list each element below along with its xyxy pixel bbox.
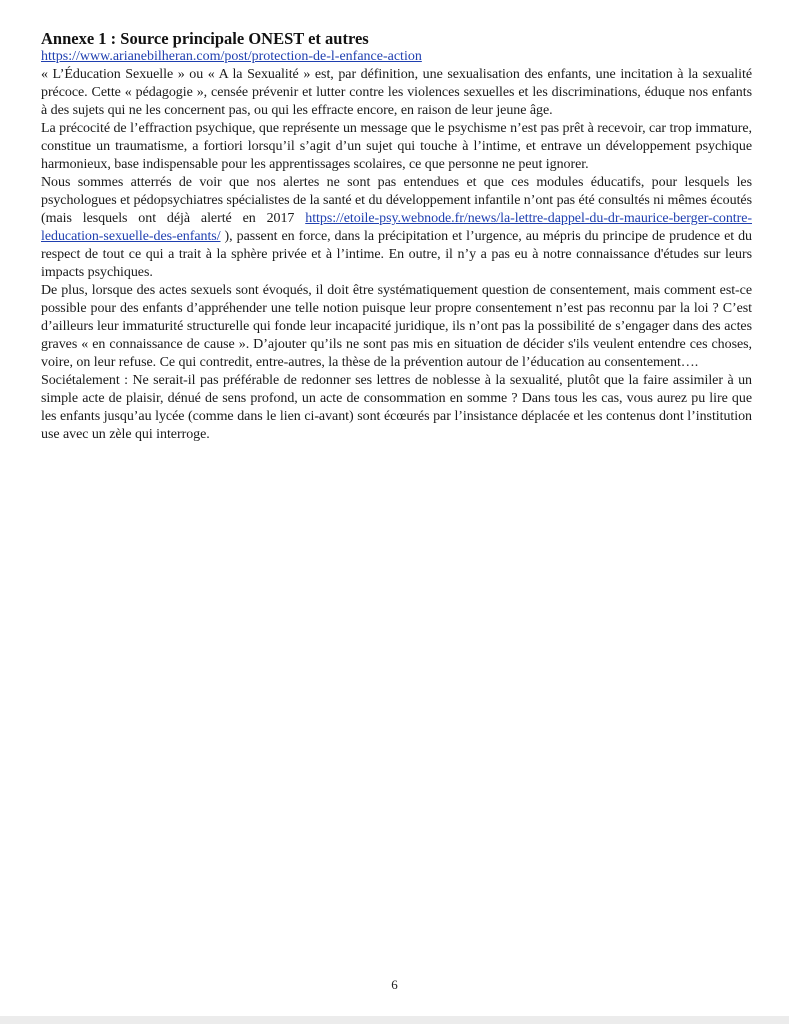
paragraph-alerts-not-heard [41, 174, 752, 282]
paragraph-psychic-intrusion: La précocité de l’effraction psychique, que représente un message que le psychisme n’est pas prêt à recevoir, car trop immature, constitue un traumatisme, a fortiori lorsqu’il s’agit d’un sujet qui touche à l’intime, et entrave un développement psychique harmonieux, base indispensable pour les apprentissages scolaires, ce que personne ne peut ignorer. [41, 121, 752, 172]
paragraph-societal: Sociétalement : Ne serait-il pas préférable de redonner ses lettres de noblesse à la sexualité, plutôt que la faire assimiler à un simple acte de plaisir, dénué de sens profond, un acte de consommation en somme ? Dans tous les cas, vous aurez pu lire que les enfants jusqu’au lycée (comme dans le lien ci-avant) sont écœurés par l’insistance déplacée et les contenus dont l’institution use avec un zèle qui interroge. [41, 373, 752, 442]
paragraph-consent: De plus, lorsque des actes sexuels sont évoqués, il doit être systématiquement question de consentement, mais comment est-ce possible pour des enfants d’appréhender une telle notion puisque leur propre consentement n’est pas reconnu par la loi ? C’est d’ailleurs leur immaturité structurelle qui fonde leur incapacité juridique, ils n’ont pas la possibilité de s’engager dans des actes graves « en connaissance de cause ». D’ajouter qu’ils ne sont pas mis en situation de décider s'ils veulent entendre ces choses, voire, on leur refuse. Ce qui contredit, entre-autres, la thèse de la prévention autour de l’éducation au consentement…. [41, 283, 752, 370]
document-title: Annexe 1 : Source principale ONEST et autres [41, 29, 369, 48]
document-body [41, 29, 752, 444]
page-number: 6 [391, 977, 398, 992]
etoile-psy-link[interactable]: https://etoile-psy.webnode.fr/news/la-lettre-dappel-du-dr-maurice-berger-contre-leducation-sexuelle-des-enfants/ [41, 211, 752, 244]
paragraph-alerts-text-end: ), passent en force, dans la précipitation et l’urgence, au mépris du principe de prudence et du respect de tout ce qui a trait à la sphère privée et à l’intime. En outre, il n’y a pas eu à notre connaissance d'études sur leurs impacts psychiques. [41, 229, 752, 280]
paragraph-alerts-text-start: Nous sommes atterrés de voir que nos alertes ne sont pas entendues et que ces modules éducatifs, pour lesquels les psychologues et pédopsychiatres spécialistes de la santé et du développement infantile n’ont pas été consultés ni mêmes écoutés (mais lesquels ont déjà alerté en 2017 [41, 175, 752, 226]
viewer-bottom-strip [0, 1016, 789, 1024]
paragraph-sex-education: « L’Éducation Sexuelle » ou « A la Sexualité » est, par définition, une sexualisation des enfants, une incitation à la sexualité précoce. Cette « pédagogie », censée prévenir et lutter contre les violences sexuelles et les discriminations, éduque nos enfants à des sujets qui ne les concernent pas, ou qui les effracte encore, en raison de leur jeune âge. [41, 67, 752, 118]
source-link[interactable]: https://www.arianebilheran.com/post/protection-de-l-enfance-action [41, 49, 422, 64]
